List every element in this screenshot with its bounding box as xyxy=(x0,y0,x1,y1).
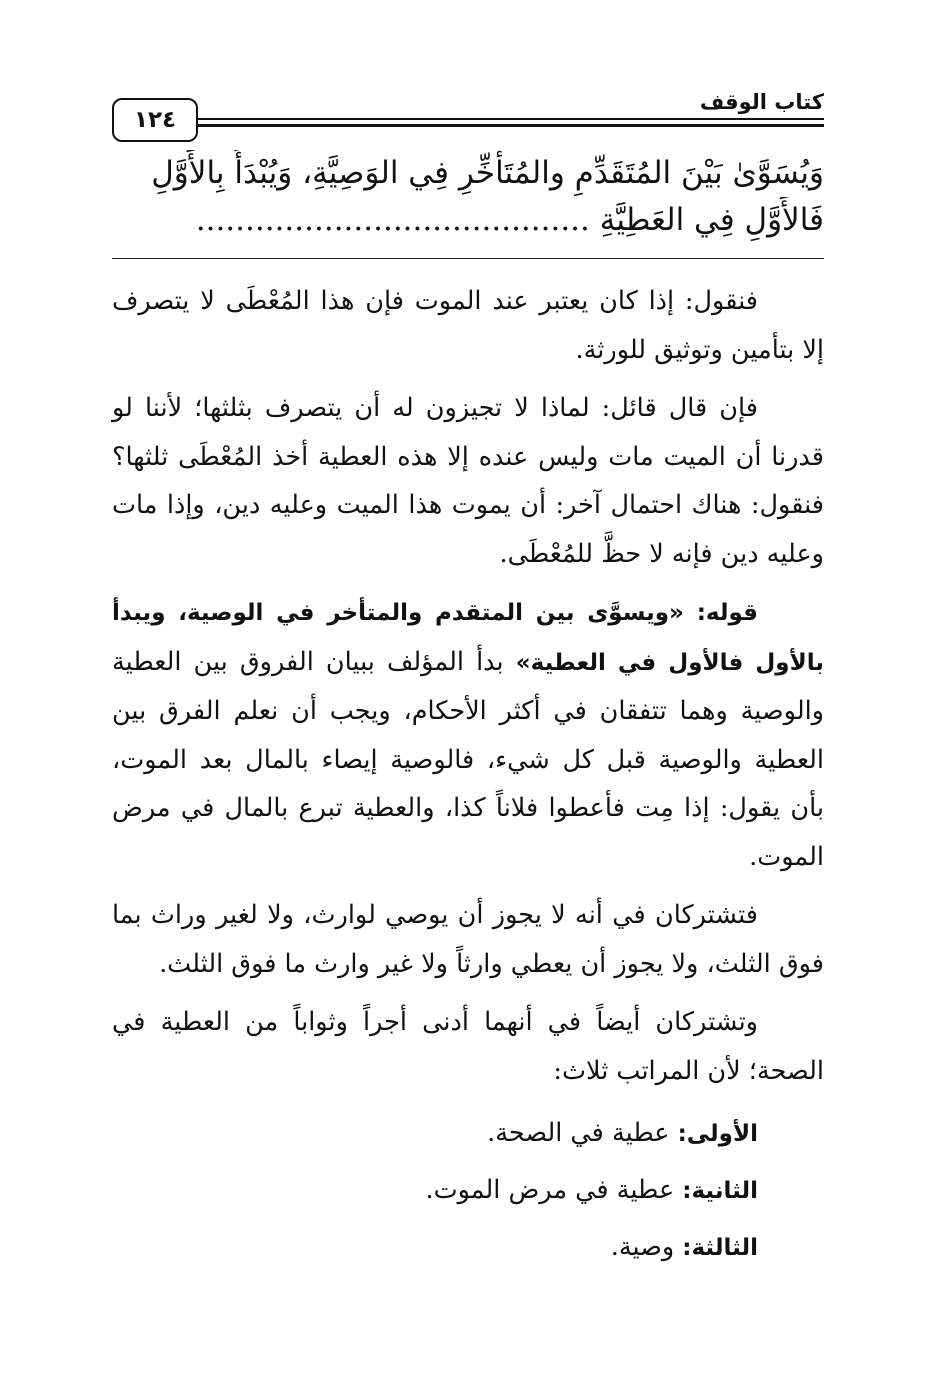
rank-label: الثالثة: xyxy=(682,1235,758,1261)
matn-line xyxy=(112,197,824,244)
book-page xyxy=(112,88,824,1276)
list-item xyxy=(112,1162,824,1219)
paragraph: فإن قال قائل: لماذا لا تجيزون له أن يتصرف بثلثها؛ لأننا لو قدرنا أن الميت مات وليس عنده إلا هذه العطية أخذ المُعْطَى ثلثها؟ فنقول: هناك احتمال آخر: أن يموت هذا الميت وعليه دين، وإذا مات وعليه دين فإنه لا حظَّ للمُعْطَى. xyxy=(112,393,824,569)
section-divider xyxy=(112,258,824,259)
rank-text: عطية في الصحة. xyxy=(487,1118,670,1148)
header-rule xyxy=(112,118,824,120)
rank-text: وصية. xyxy=(610,1232,675,1262)
paragraph: وتشتركان أيضاً في أنهما أدنى أجراً وثواباً من العطية في الصحة؛ لأن المراتب ثلاث: xyxy=(112,1007,824,1086)
page-number: ١٢٤ xyxy=(112,98,198,142)
paragraph: فتشتركان في أنه لا يجوز أن يوصي لوارث، ولا لغير وراث بما فوق الثلث، ولا يجوز أن يعطي وارثاً ولا غير وارث ما فوق الثلث. xyxy=(112,900,824,979)
book-title: كتاب الوقف xyxy=(699,90,824,114)
list-item xyxy=(112,1219,824,1276)
rank-text: عطية في مرض الموت. xyxy=(425,1175,675,1205)
paragraph xyxy=(112,588,824,881)
commentary xyxy=(112,277,824,1276)
page-header xyxy=(112,88,824,142)
paragraph-text: بدأ المؤلف ببيان الفروق بين العطية والوصية وهما تتفقان في أكثر الأحكام، ويجب أن نعلم الفرق بين العطية والوصية قبل كل شيء، فالوصية إيصاء بالمال بعد الموت، بأن يقول: إذا مِت فأعطوا فلاناً كذا، والعطية تبرع بالمال في مرض الموت. xyxy=(112,646,824,872)
matn-line: وَيُسَوَّىٰ بَيْنَ المُتَقَدِّمِ والمُتَأَخِّرِ فِي الوَصِيَّةِ، وَيُبْدَأُ بِالأَوَّلِ xyxy=(151,155,824,191)
rank-label: الأولى: xyxy=(677,1121,758,1147)
matn-dots: ........................................ xyxy=(195,202,590,238)
quote-label: قوله: xyxy=(696,600,758,626)
ranks-list xyxy=(112,1105,824,1276)
header-rule-thick xyxy=(112,124,824,127)
matn-text xyxy=(112,150,824,244)
paragraph: فنقول: إذا كان يعتبر عند الموت فإن هذا المُعْطَى لا يتصرف إلا بتأمين وتوثيق للورثة. xyxy=(112,286,824,365)
rank-label: الثانية: xyxy=(682,1178,758,1204)
matn-line-text: فَالأَوَّلِ فِي العَطِيَّةِ xyxy=(599,202,824,238)
quoted-matn: «ويسوَّى بين المتقدم والمتأخر في الوصية، ويبدأ بالأول فالأول في العطية» xyxy=(112,600,824,676)
list-item xyxy=(112,1105,824,1162)
